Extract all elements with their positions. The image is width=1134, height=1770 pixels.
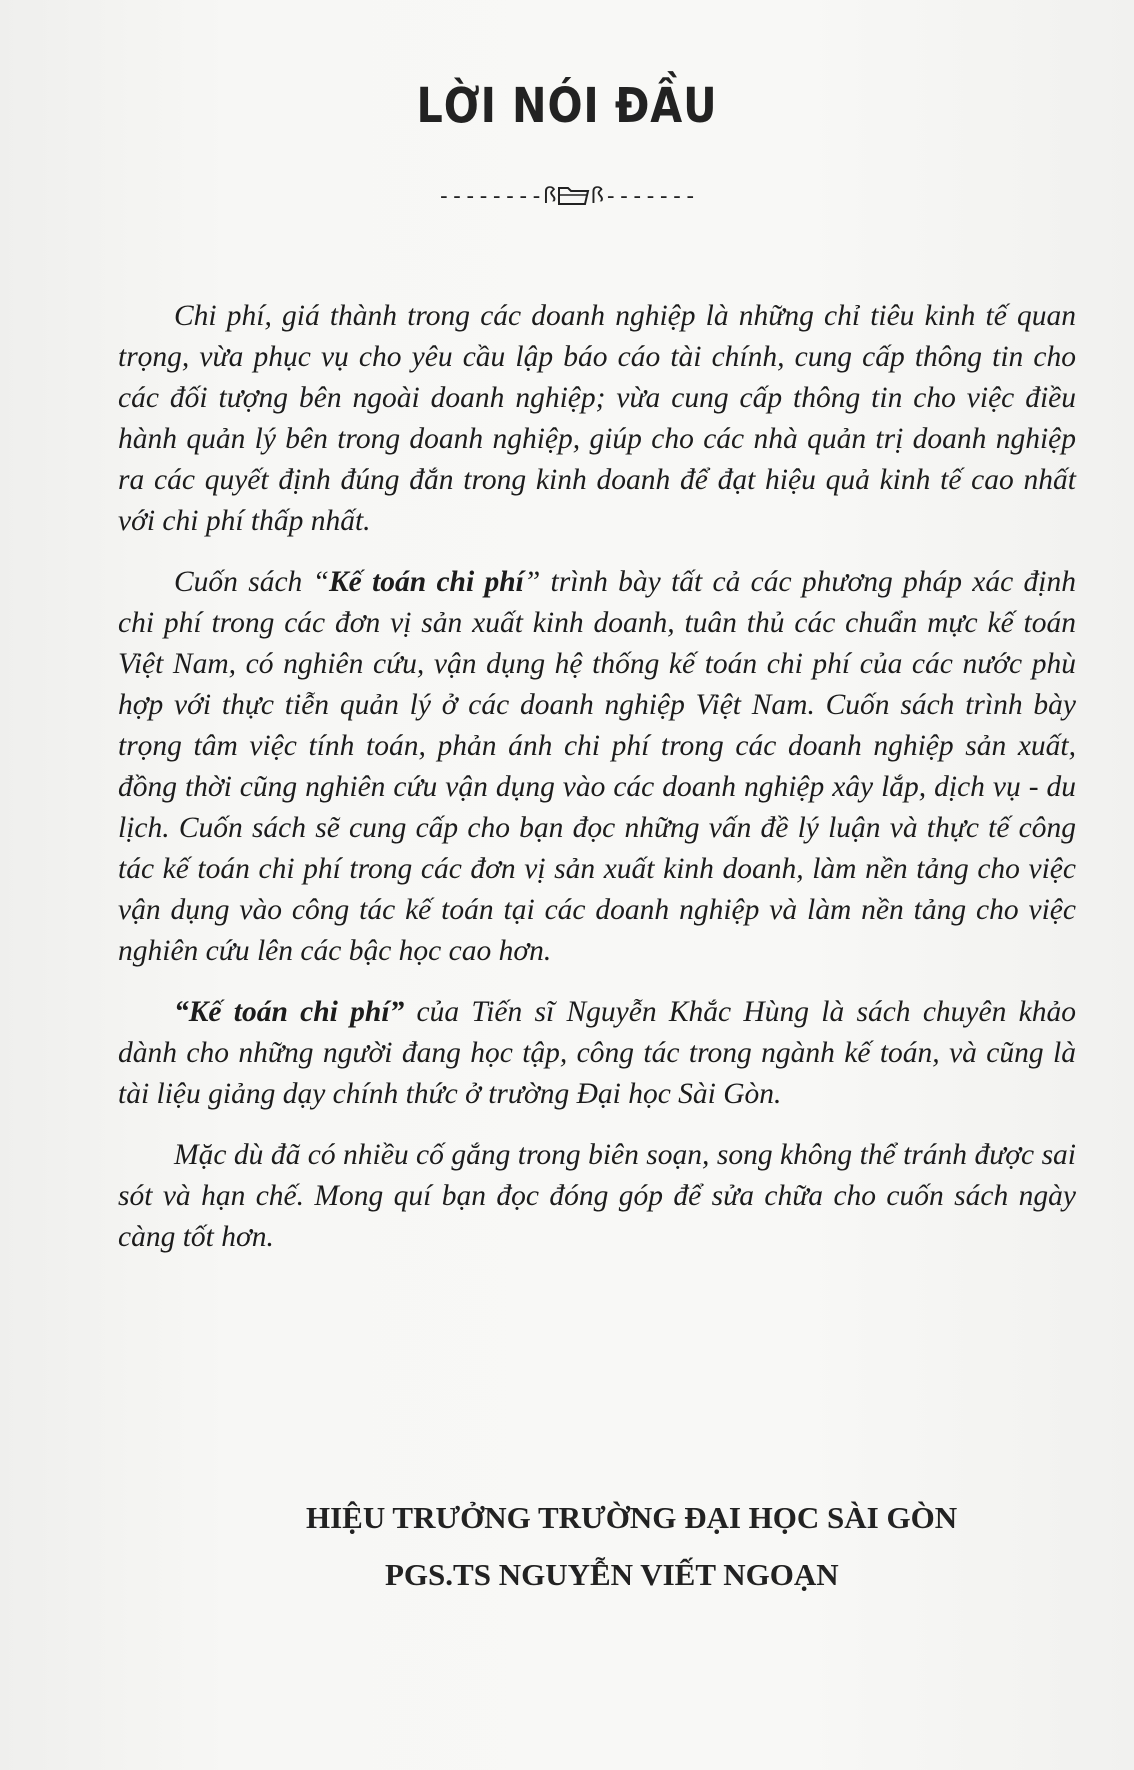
book-title-inline-2: “Kế toán chi phí” (174, 996, 405, 1028)
signature-name: PGS.TS NGUYỄN VIẾT NGOẠN (385, 1557, 839, 1592)
page-title: LỜI NÓI ĐẦU (416, 78, 718, 134)
paragraph-3-rest: của Tiến sĩ Nguyễn Khắc Hùng là sách chuyên khảo dành cho những người đang học tập, công tác trong ngành kế toán, và cũng là tài liệu giảng dạy chính thức ở trường Đại học Sài Gòn. (118, 996, 1076, 1110)
foreword-body (118, 296, 1076, 1278)
paragraph-2 (118, 562, 1076, 972)
paragraph-2-rest: ” trình bày tất cả các phương pháp xác định chi phí trong các đơn vị sản xuất kinh doanh, tuân thủ các chuẩn mực kế toán Việt Nam, có nghiên cứu, vận dụng hệ thống kế toán chi phí của các nước phù hợp với thực tiễn quản lý ở các doanh nghiệp Việt Nam. Cuốn sách trình bày trọng tâm việc tính toán, phản ánh chi phí trong các doanh nghiệp sản xuất, đồng thời cũng nghiên cứu vận dụng vào các doanh nghiệp xây lắp, dịch vụ - du lịch. Cuốn sách sẽ cung cấp cho bạn đọc những vấn đề lý luận và thực tế công tác kế toán chi phí trong các đơn vị sản xuất kinh doanh, làm nền tảng cho việc vận dụng vào công tác kế toán tại các doanh nghiệp và làm nền tảng cho việc nghiên cứu lên các bậc học cao hơn. (118, 566, 1076, 967)
title-ornament: --------ꟗ ꟗ------- (437, 184, 697, 209)
paragraph-2-lead: Cuốn sách “ (174, 566, 329, 598)
signature-position: HIỆU TRƯỞNG TRƯỜNG ĐẠI HỌC SÀI GÒN (306, 1500, 958, 1535)
paragraph-3 (118, 992, 1076, 1115)
folder-ornament-icon (557, 184, 591, 206)
paragraph-1: Chi phí, giá thành trong các doanh nghiệp là những chỉ tiêu kinh tế quan trọng, vừa phục vụ cho yêu cầu lập báo cáo tài chính, cung cấp thông tin cho các đối tượng bên ngoài doanh nghiệp; vừa cung cấp thông tin cho việc điều hành quản lý bên trong doanh nghiệp, giúp cho các nhà quản trị doanh nghiệp ra các quyết định đúng đắn trong kinh doanh để đạt hiệu quả kinh tế cao nhất với chi phí thấp nhất. (118, 300, 1076, 537)
paragraph-4: Mặc dù đã có nhiều cố gắng trong biên soạn, song không thể tránh được sai sót và hạn chế. Mong quí bạn đọc đóng góp để sửa chữa cho cuốn sách ngày càng tốt hơn. (118, 1139, 1076, 1253)
book-title-inline: Kế toán chi phí (329, 566, 524, 598)
